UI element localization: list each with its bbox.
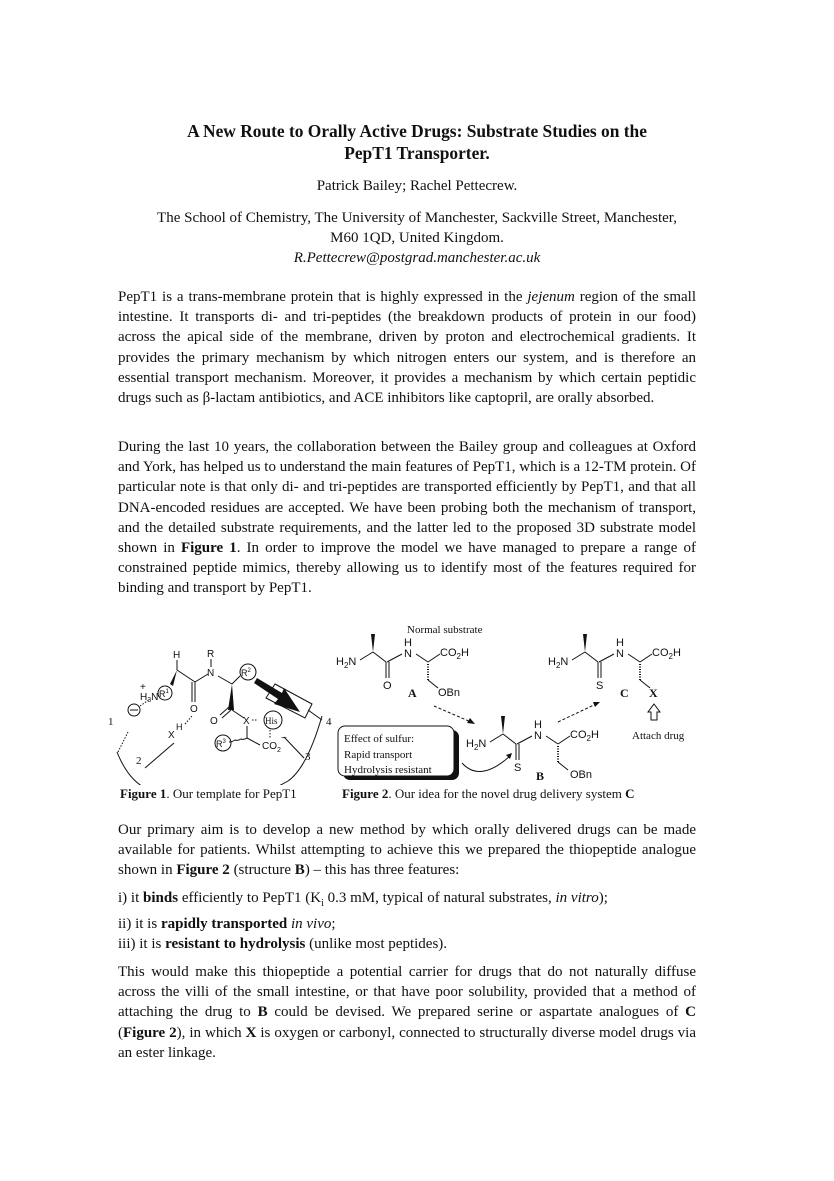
site2-bond	[145, 743, 174, 768]
r2-label: $R^2$	[241, 668, 251, 678]
x-attachment-label: X	[649, 686, 658, 700]
caption-label: Figure 1	[120, 786, 167, 801]
text: PepT1 is a trans-membrane protein that is highly expressed in the	[118, 289, 528, 305]
xh-donor-label: X	[168, 730, 175, 741]
compound-a-structure	[336, 634, 469, 700]
structure-ref: B	[294, 862, 305, 879]
arrow-b-to-c	[558, 704, 596, 722]
svg-text:CO2H: $CO_2H$	[570, 729, 599, 743]
title-line-2: PepT1 Transporter.	[344, 143, 490, 163]
effect-box-line-2: Rapid transport	[344, 749, 413, 761]
caption-text: . Our idea for the novel drug delivery system	[388, 786, 626, 801]
svg-text:H2N: $H_2N$	[466, 738, 487, 752]
compound-a-label: A	[408, 686, 417, 700]
figure-ref: Figure 1	[180, 540, 237, 557]
hydrophobic-arrow	[254, 678, 300, 712]
text: This would make this thiopeptide a potential carrier for drugs that do not naturally diffuse across the villi of the small intestine, or that have poor solubility, provided that a method of attaching the drug to	[118, 964, 696, 1021]
figure-2-caption	[342, 786, 635, 802]
x-linker-label: X	[243, 716, 250, 727]
figure-1-template-diagram	[100, 640, 340, 785]
effect-box-line-1: Effect of sulfur:	[344, 733, 415, 745]
carboxylate-label: $CO_2$	[262, 741, 281, 754]
caption-label: Figure 2	[342, 786, 389, 801]
svg-text:H2N: $H_2N$	[336, 656, 357, 670]
r3-label: $R^3$	[216, 739, 226, 749]
list-item: i) it binds efficiently to PepT1 ($K_i$ 0.3 mM, typical of natural substrates, in vitro);	[118, 890, 608, 909]
effect-box-line-3: Hydrolysis resistant	[344, 764, 432, 776]
svg-text:CO2H: $CO_2H$	[440, 647, 469, 661]
text: is oxygen or carbonyl, connected to structurally diverse model drugs via an ester linkage.	[118, 1024, 696, 1061]
arrow-a-to-b	[434, 706, 471, 722]
text: ), in which	[176, 1024, 246, 1041]
amide-r-label: R	[207, 649, 215, 660]
svg-text:OBn: OBn	[570, 769, 593, 781]
his-label: His	[265, 716, 278, 726]
affiliation	[110, 208, 724, 268]
list-item: ii) it is rapidly transported in vivo;	[118, 916, 336, 933]
paragraph-primary-aim	[118, 820, 696, 881]
svg-text:H: H	[534, 719, 542, 731]
wavy-bond	[229, 738, 247, 742]
r1-label: $R^1$	[159, 689, 169, 699]
text: could be devised. We prepared serine or aspartate analogues of	[267, 1004, 686, 1021]
italic-term: jejenum	[527, 289, 575, 305]
site-1-label: 1	[108, 716, 114, 728]
text: (	[118, 1024, 123, 1041]
plus-sign: +	[140, 682, 146, 693]
site-3-label: 3	[305, 751, 311, 763]
paragraph-intro	[118, 287, 696, 408]
structure-ref: B	[257, 1004, 268, 1021]
c-term-o-label: O	[210, 716, 218, 727]
affiliation-line-2: M60 1QD, United Kingdom.	[330, 230, 504, 246]
amide-n-label: N	[207, 668, 215, 679]
caption-compound-ref: C	[625, 786, 635, 801]
caption-text: . Our template for PepT1	[166, 786, 297, 801]
figure-ref: Figure 2	[123, 1024, 177, 1041]
text: region of the small intestine. It transports di- and tri-peptides (the breakdown products of protein in our food) across the apical side of the membrane, driven by proton and electrochemical gradients. It provides the primary mechanism by which nitrogen enters our system, and is therefore an essential transport mechanism. Moreover, it provides a mechanism by which certain peptidic drugs such as β-lactam antibiotics, and ACE inhibitors like captopril, are orally absorbed.	[118, 289, 696, 407]
paragraph-collaboration	[118, 437, 696, 599]
alpha-h-label: H	[173, 650, 181, 661]
text: (structure	[229, 862, 295, 879]
attach-drug-label: Attach drug	[632, 730, 685, 742]
svg-text:S: S	[596, 680, 604, 692]
figure-2-drug-delivery-diagram	[330, 618, 730, 786]
site4-bond	[308, 710, 322, 720]
svg-text:N: N	[404, 648, 412, 660]
site3-bond	[284, 737, 304, 758]
carbonyl-o-label: O	[190, 704, 198, 715]
figure-1-caption	[120, 786, 297, 802]
carboxylate-charge: −	[281, 733, 287, 744]
curved-arrow-to-sulfur	[462, 756, 510, 772]
paper-title	[100, 120, 734, 164]
svg-text:O: O	[383, 680, 392, 692]
site1-bond	[118, 732, 128, 752]
substituent-ref: X	[245, 1024, 257, 1041]
paragraph-carrier	[118, 962, 696, 1063]
site-2-label: 2	[136, 755, 142, 767]
ammonium-label: $H_3N$	[140, 692, 159, 704]
svg-text:N: N	[616, 648, 624, 660]
authors: Patrick Bailey; Rachel Pettecrew.	[316, 178, 518, 194]
text: . In order to improve the model we have managed to prepare a range of constrained peptide mimics, thereby allowing us to identify most of the features required for binding and transport by PepT1.	[118, 540, 696, 597]
svg-text:H: H	[404, 637, 412, 649]
compound-c-label: C	[620, 686, 629, 700]
title-line-1: A New Route to Orally Active Drugs: Substrate Studies on the	[187, 121, 647, 141]
affiliation-line-1: The School of Chemistry, The University of Manchester, Sackville Street, Manchester,	[157, 210, 677, 226]
wedge-bond	[170, 670, 177, 686]
text: Our primary aim is to develop a new method by which orally delivered drugs can be made available for patients. Whilst attempting to achieve this we prepared the thiopeptide analogue shown in	[118, 822, 696, 879]
features-list	[118, 888, 718, 955]
normal-substrate-label: Normal substrate	[407, 624, 483, 636]
compound-b-structure	[466, 716, 599, 783]
text: ) – this has three features:	[304, 862, 460, 879]
list-item: iii) it is resistant to hydrolysis (unlike most peptides).	[118, 936, 448, 953]
xh-h-label: H	[176, 722, 183, 732]
figure-ref: Figure 2	[176, 862, 230, 879]
svg-text:H2N: $H_2N$	[548, 656, 569, 670]
svg-text:S: S	[514, 762, 522, 774]
attach-arrow-icon	[648, 704, 660, 720]
compound-b-label: B	[536, 769, 545, 783]
structure-ref: C	[685, 1004, 696, 1021]
text: During the last 10 years, the collaboration between the Bailey group and colleagues at Oxford and York, has helped us to understand the main features of PepT1, which is a 12-TM protein. Of particular note is that only di- and tri-peptides are transported efficiently by PepT1, and that all DNA-encoded residues are accepted. We have been probing both the mechanism of transport, and the detailed substrate requirements, and the latter led to the proposed 3D substrate model shown in	[118, 439, 696, 557]
site-4-label: 4	[326, 716, 332, 728]
svg-text:N: N	[534, 730, 542, 742]
svg-text:CO2H: $CO_2H$	[652, 647, 681, 661]
compound-c-structure	[548, 634, 685, 742]
svg-text:H: H	[616, 637, 624, 649]
email-link[interactable]: R.Pettecrew@postgrad.manchester.ac.uk	[293, 250, 541, 266]
svg-text:OBn: OBn	[438, 687, 461, 699]
